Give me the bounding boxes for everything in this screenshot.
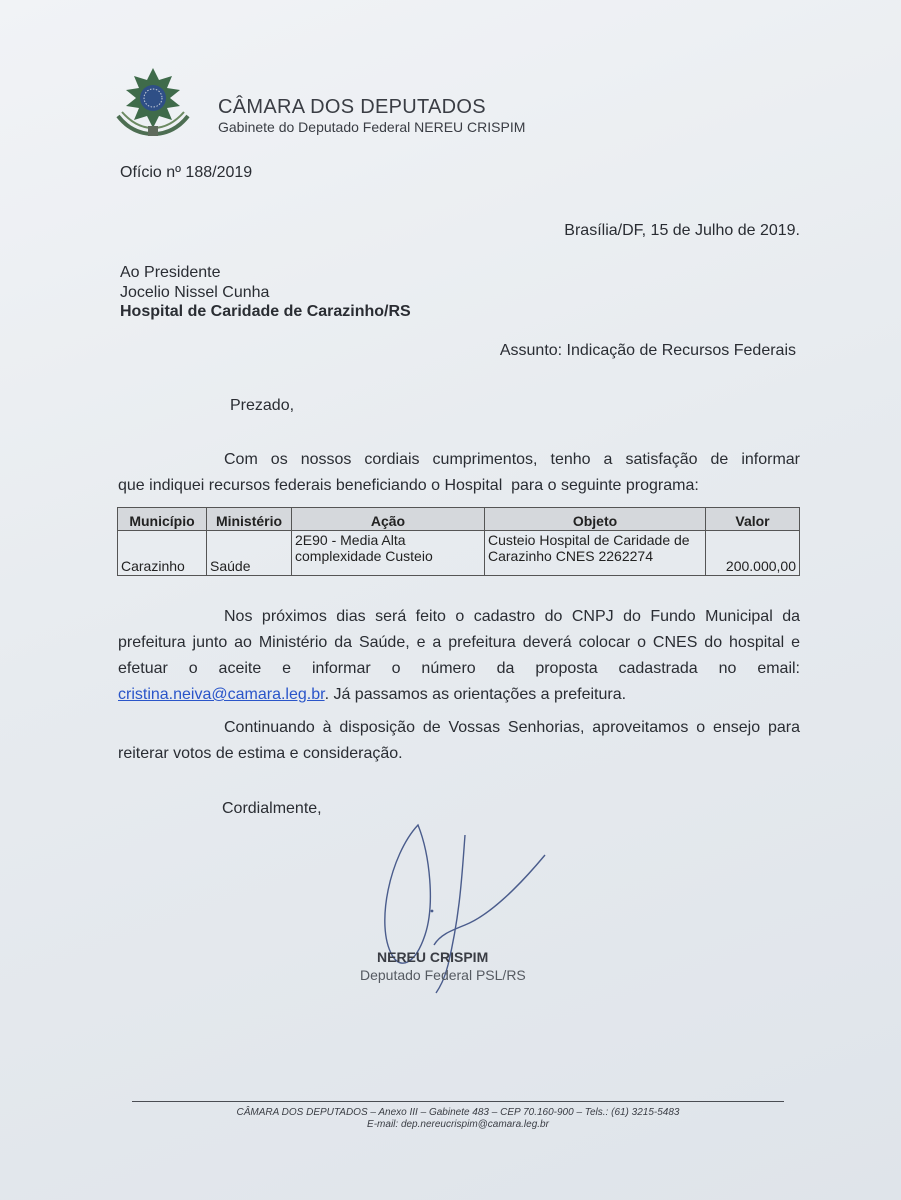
closing: Cordialmente, (222, 800, 322, 817)
cell-municipio: Carazinho (118, 531, 207, 576)
resource-table (117, 507, 800, 576)
table-row (118, 531, 800, 576)
subject-line: Assunto: Indicação de Recursos Federais (499, 342, 796, 359)
cell-valor: 200.000,00 (706, 531, 800, 576)
body-text-part1: Nos próximos dias será feito o cadastro do CNPJ do Fundo Municipal da prefeitura junto ao Ministério da Saúde, e a prefeitura deverá colocar o CNES do hospital e efetuar o aceite e informar o número da proposta cadastrada no email: (118, 608, 800, 677)
recipient-line3: Hospital de Caridade de Carazinho/RS (120, 303, 411, 320)
org-name: CÂMARA DOS DEPUTADOS (218, 96, 486, 118)
office-name: Gabinete do Deputado Federal NEREU CRISPIM (218, 119, 526, 135)
email-link[interactable]: cristina.neiva@camara.leg.br (118, 686, 325, 703)
header-objeto: Objeto (485, 508, 706, 531)
cell-objeto: Custeio Hospital de Caridade de Carazinho CNES 2262274 (485, 531, 706, 576)
signature-name: NEREU CRISPIM (377, 949, 489, 965)
date-line: Brasília/DF, 15 de Julho de 2019. (564, 222, 800, 239)
recipient-line1: Ao Presidente (120, 264, 221, 281)
cell-ministerio: Saúde (207, 531, 292, 576)
cell-acao: 2E90 - Media Alta complexidade Custeio (292, 531, 485, 576)
greeting: Prezado, (230, 397, 295, 414)
intro-line2: que indiquei recursos federais beneficiando o Hospital para o seguinte programa: (118, 477, 699, 494)
body-paragraph (118, 604, 800, 708)
coat-of-arms-icon (112, 66, 194, 138)
table-header-row (118, 508, 800, 531)
closing-paragraph (118, 715, 800, 767)
footer-email: E-mail: dep.nereucrispim@camara.leg.br (367, 1119, 549, 1130)
header-valor: Valor (706, 508, 800, 531)
recipient-line2: Jocelio Nissel Cunha (120, 284, 270, 301)
header-municipio: Município (118, 508, 207, 531)
footer-address: CÂMARA DOS DEPUTADOS – Anexo III – Gabinete 483 – CEP 70.160-900 – Tels.: (61) 3215-5483 (236, 1107, 680, 1118)
body-text-part2: . Já passamos as orientações a prefeitura. (324, 686, 627, 703)
intro-line1: Com os nossos cordiais cumprimentos, tenho a satisfação de informar (224, 451, 800, 468)
reference-number: Ofício nº 188/2019 (120, 164, 253, 181)
header-ministerio: Ministério (207, 508, 292, 531)
closing-paragraph-text: Continuando à disposição de Vossas Senhorias, aproveitamos o ensejo para reiterar votos de estima e consideração. (118, 719, 800, 762)
signature-role: Deputado Federal PSL/RS (360, 967, 526, 983)
footer-divider (132, 1101, 784, 1102)
header-acao: Ação (292, 508, 485, 531)
